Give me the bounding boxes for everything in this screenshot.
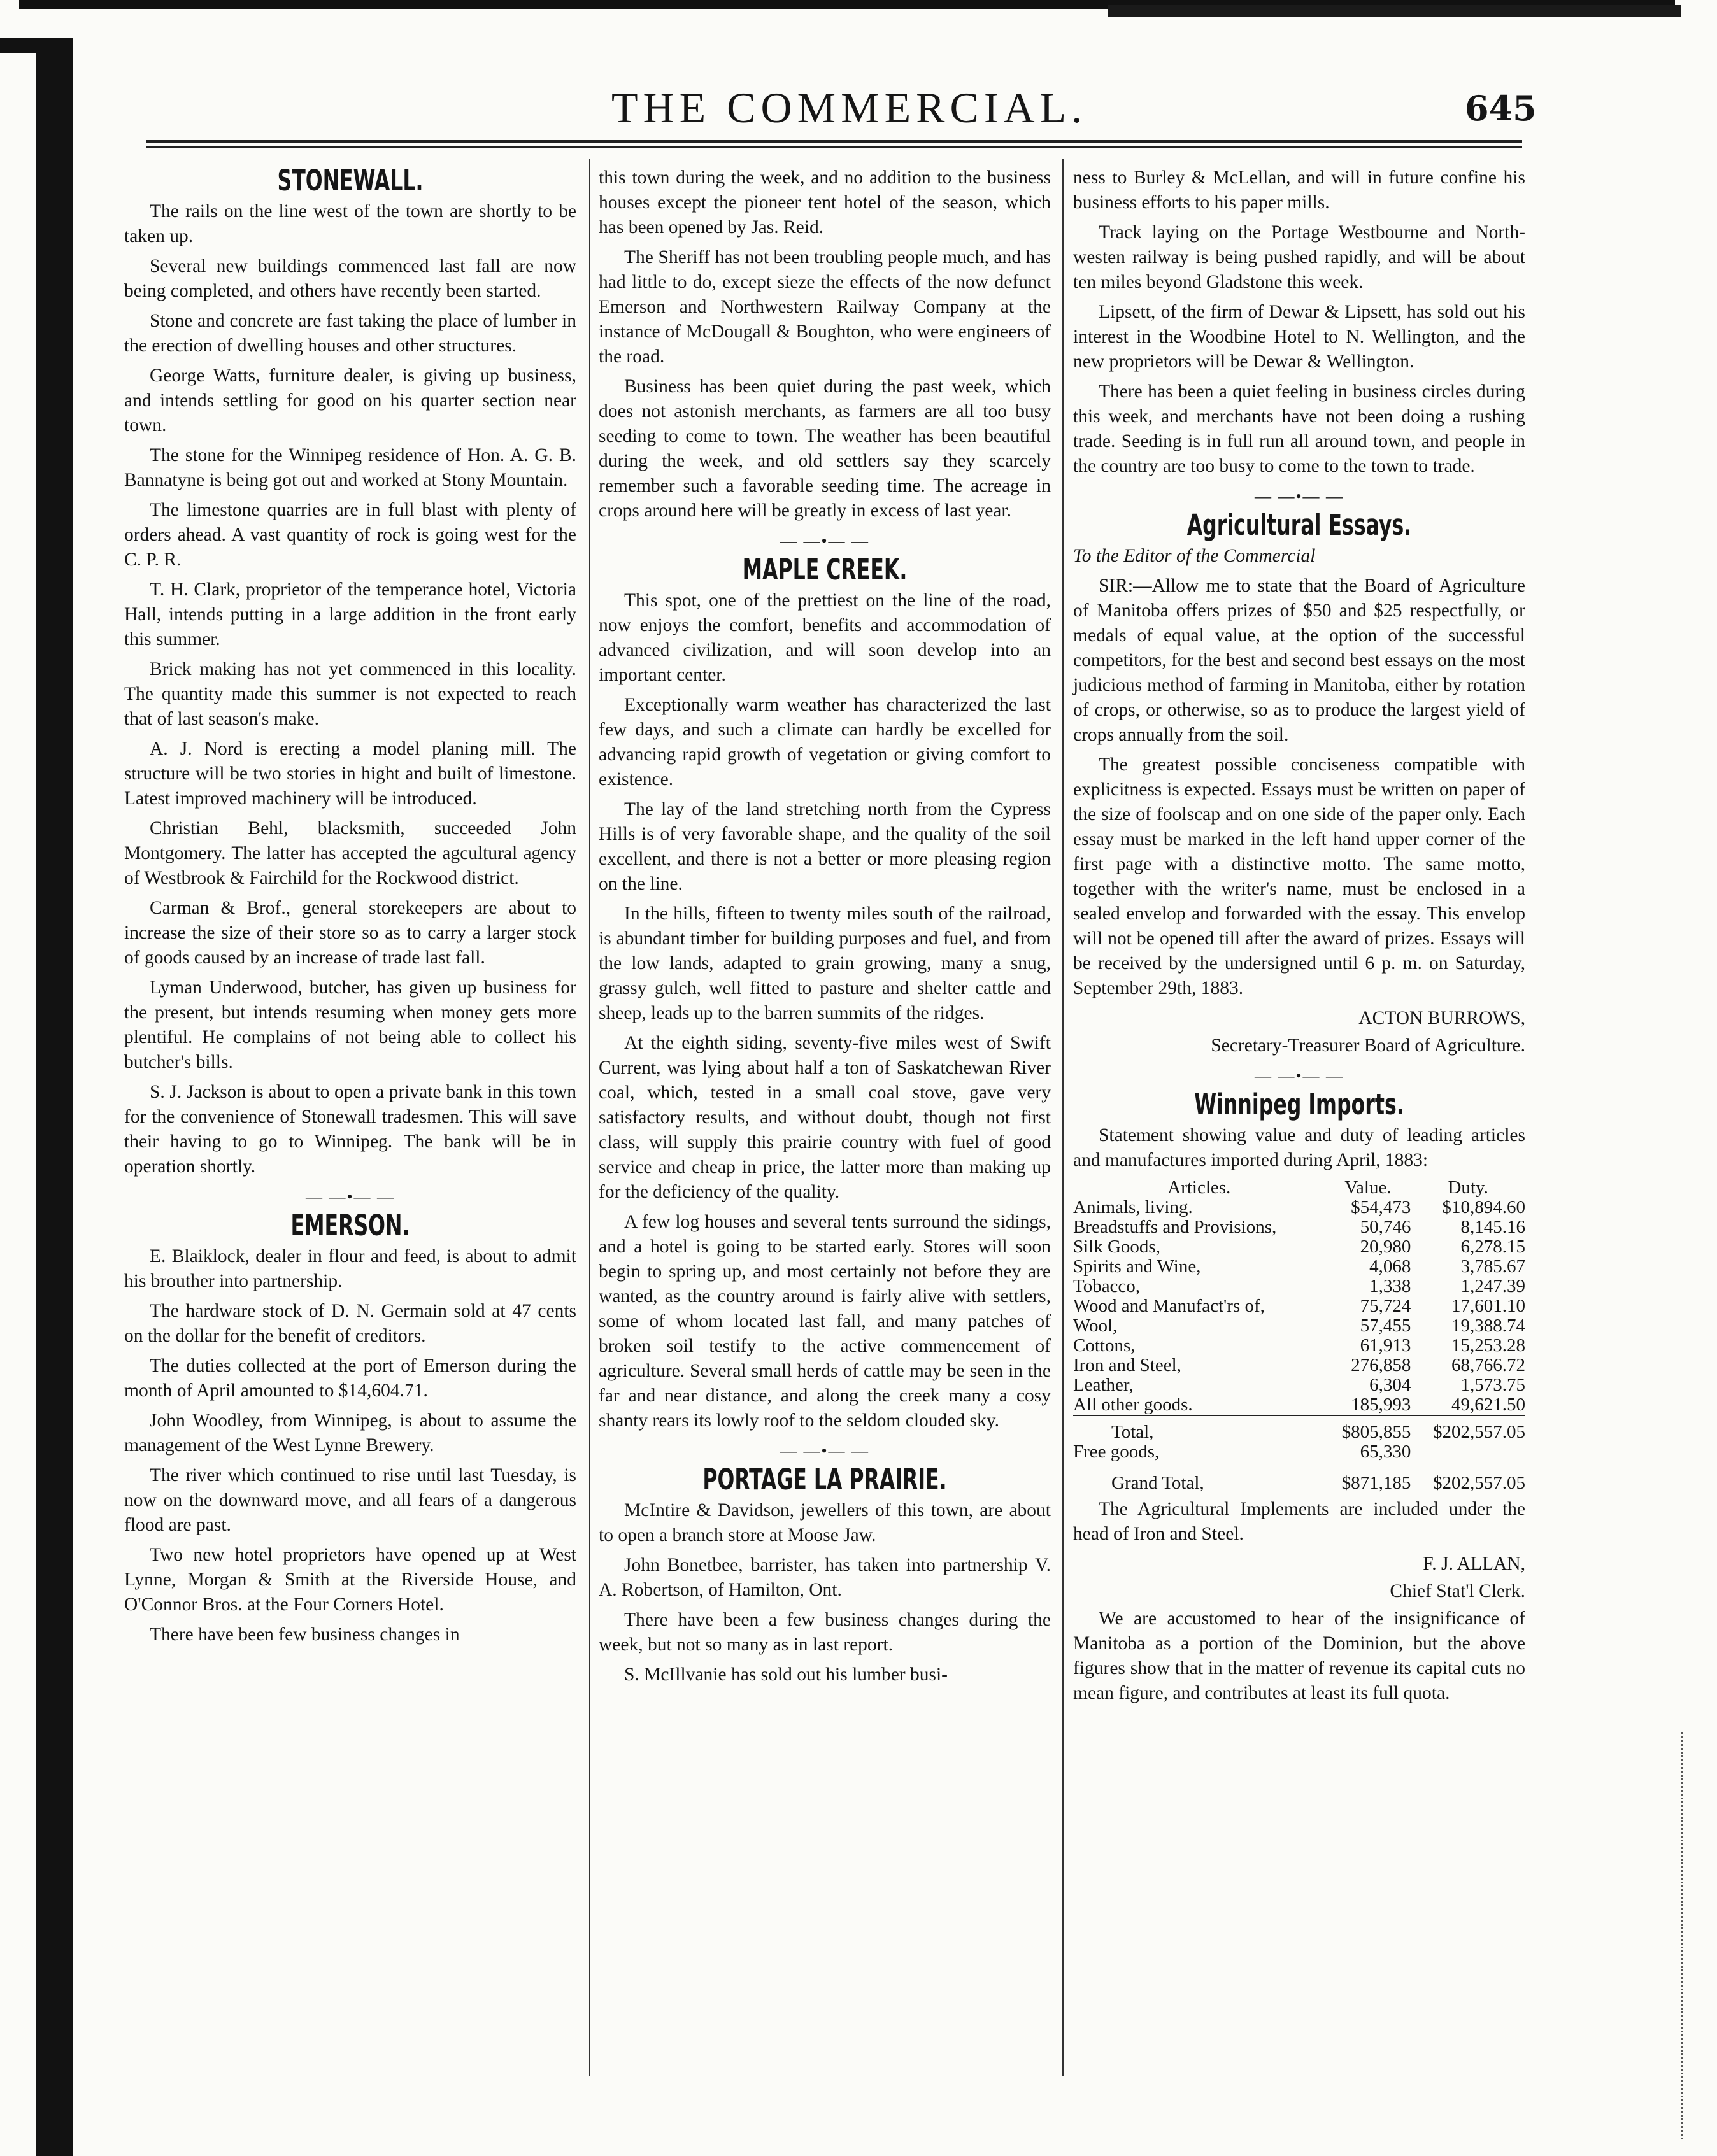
paragraph: Exceptionally warm weather has characterized the last few days, and such a climate can hardly be excelled for advancing rapid growth of vegetation or giving comfort to existence. <box>599 695 1051 790</box>
table-row <box>1073 1277 1525 1296</box>
paragraph: The river which continued to rise until last Tuesday, is now on the downward move, and all fears of a dangerous flood are past. <box>124 1465 576 1535</box>
cell-duty: 1,573.75 <box>1460 1375 1525 1395</box>
table-total-row <box>1073 1415 1525 1442</box>
cell-article: All other goods. <box>1073 1394 1193 1415</box>
paragraph: Business has been quiet during the past week, which does not astonish merchants, as farmers are all too busy seeding to come to town. The weather has been beautiful during the week, and old settlers say they scarcely remember such a favorable seeding time. The acreage in crops around here will be greatly in excess of last year. <box>599 376 1051 521</box>
header-rule <box>146 140 1522 143</box>
column-divider <box>1062 159 1064 2076</box>
paragraph: At the eighth siding, seventy-five miles west of Swift Current, was lying about half a ton of Saskatchewan River coal, which, tested in a small coal stove, gave very satisfactory results, and without doubt, though not first class, will supply this prairie country with fuel of good service and cheap in price, the latter more than making up for the deficiency of the quality. <box>599 1033 1051 1202</box>
paragraph: There have been few business changes in <box>150 1624 460 1645</box>
table-header-row <box>1073 1178 1525 1198</box>
section-separator: — —•— — <box>780 1442 870 1460</box>
paragraph: Brick making has not yet commenced in this locality. The quantity made this summer is not expected to reach that of last season's make. <box>124 659 576 729</box>
cell-article: Wool, <box>1073 1316 1118 1336</box>
paragraph: John Woodley, from Winnipeg, is about to assume the management of the West Lynne Brewery. <box>124 1410 576 1456</box>
signature-title: Secretary-Treasurer Board of Agriculture. <box>1211 1035 1525 1056</box>
table-grand-total-row <box>1073 1462 1525 1493</box>
paragraph: John Bonetbee, barrister, has taken into partnership V. A. Robertson, of Hamilton, Ont. <box>599 1555 1051 1600</box>
paragraph: George Watts, furniture dealer, is giving up business, and intends settling for good on his quarter section near town. <box>124 365 576 436</box>
table-row <box>1073 1375 1525 1395</box>
paragraph: A few log houses and several tents surround the sidings, and a hotel is going to be started early. Stores will soon begin to spring up, and most certainly not before they are wanted, as the country around is fairly alive with settlers, some of whom located last fall, and many patches of broken soil testify to the active commencement of agriculture. Several small herds of cattle may be seen in the far and near distance, and along the creek many a cosy shanty rears its lowly roof to the seldom clouded sky. <box>599 1212 1051 1431</box>
section-heading: PORTAGE LA PRAIRIE. <box>702 1463 947 1496</box>
cell-article: Free goods, <box>1073 1442 1160 1462</box>
page-number: 645 <box>1465 88 1537 129</box>
cell-duty: 19,388.74 <box>1451 1316 1525 1336</box>
section-heading: STONEWALL. <box>277 164 424 197</box>
table-row <box>1073 1198 1525 1217</box>
cell-duty: 17,601.10 <box>1451 1296 1525 1316</box>
cell-value: 6,304 <box>1369 1375 1411 1395</box>
column-header: Value. <box>1344 1177 1392 1198</box>
column-header: Articles. <box>1167 1177 1231 1198</box>
table-row <box>1073 1237 1525 1257</box>
cell-value: 61,913 <box>1360 1335 1411 1356</box>
cell-duty: $10,894.60 <box>1442 1197 1525 1217</box>
cell-value: 185,993 <box>1351 1394 1411 1415</box>
cell-duty: 15,253.28 <box>1451 1335 1525 1356</box>
table-row <box>1073 1336 1525 1356</box>
paragraph: Christian Behl, blacksmith, succeeded John Montgomery. The latter has accepted the agcultural agency of Westbrook & Fairchild for the Rockwood district. <box>124 818 576 888</box>
table-row <box>1073 1356 1525 1375</box>
column-3 <box>1073 166 1525 1711</box>
signature-title: Chief Stat'l Clerk. <box>1390 1581 1525 1601</box>
cell-value: 57,455 <box>1360 1316 1411 1336</box>
masthead-title: THE COMMERCIAL. <box>611 83 1088 132</box>
paragraph: Lyman Underwood, butcher, has given up business for the present, but intends resuming when money gets more plentiful. He complains of not being able to collect his butcher's bills. <box>124 977 576 1072</box>
cell-duty: $202,557.05 <box>1411 1415 1525 1442</box>
cell-duty: 49,621.50 <box>1451 1394 1525 1415</box>
paragraph: The lay of the land stretching north from the Cypress Hills is of very favorable shape, and the quality of the soil excellent, and there is not a better or more pleasing region on the line. <box>599 799 1051 894</box>
section-separator: — —•— — <box>780 532 870 550</box>
cell-duty: 8,145.16 <box>1460 1217 1525 1237</box>
cell-value: 65,330 <box>1360 1442 1411 1462</box>
cell-value: 75,724 <box>1360 1296 1411 1316</box>
cell-duty: $202,557.05 <box>1433 1473 1525 1493</box>
salutation: To the Editor of the Commercial <box>1073 546 1316 566</box>
table-row <box>1073 1217 1525 1237</box>
paragraph: The duties collected at the port of Emerson during the month of April amounted to $14,604.71. <box>124 1356 576 1401</box>
cell-duty <box>1411 1442 1525 1462</box>
section-separator: — —•— — <box>1254 1067 1344 1085</box>
cell-duty: 6,278.15 <box>1460 1237 1525 1257</box>
paragraph: The greatest possible conciseness compatible with explicitness is expected. Essays must be written on paper of the size of foolscap and on one side of the paper only. Each essay must be marked in the left hand upper corner of the first page with a distinctive motto. The same motto, together with the writer's name, must be enclosed in a sealed envelop and forwarded with the essay. This envelop will not be opened till after the award of prizes. Essays will be received by the undersigned until 6 p. m. on Saturday, September 29th, 1883. <box>1073 755 1525 998</box>
cell-value: 20,980 <box>1360 1237 1411 1257</box>
paragraph: SIR:—Allow me to state that the Board of Agriculture of Manitoba offers prizes of $50 and $25 respectfully, or medals of equal value, at the option of the successful competitors, for the best and second best essays on the most judicious method of farming in Manitoba, either by rotation of crops, or otherwise, so as to produce the largest yield of crops annually from the soil. <box>1073 576 1525 745</box>
table-row <box>1073 1442 1525 1462</box>
paragraph: Stone and concrete are fast taking the place of lumber in the erection of dwelling houses and other structures. <box>124 311 576 356</box>
cell-article: Leather, <box>1073 1375 1134 1395</box>
paragraph: The Agricultural Implements are included under the head of Iron and Steel. <box>1073 1499 1525 1544</box>
cell-article: Tobacco, <box>1073 1276 1141 1296</box>
table-row <box>1073 1257 1525 1277</box>
margin-mark <box>1681 1732 1701 2139</box>
table-row <box>1073 1316 1525 1336</box>
scan-binding-shadow <box>36 38 73 2156</box>
signature-name: ACTON BURROWS, <box>1358 1008 1525 1028</box>
signature-name: F. J. ALLAN, <box>1423 1554 1525 1574</box>
scan-binding-corner <box>0 38 36 53</box>
paragraph: The Sheriff has not been troubling people much, and has had little to do, except sieze the effects of the now defunct Emerson and Northwestern Railway Company at the instance of McDougall & Boughton, who were engineers of the road. <box>599 247 1051 367</box>
paragraph: The stone for the Winnipeg residence of Hon. A. G. B. Bannatyne is being got out and worked at Stony Mountain. <box>124 445 576 490</box>
cell-article: Cottons, <box>1073 1335 1136 1356</box>
cell-value: $805,855 <box>1325 1415 1411 1442</box>
paragraph: E. Blaiklock, dealer in flour and feed, is about to admit his brouther into partnership. <box>124 1246 576 1291</box>
section-heading: Agricultural Essays. <box>1186 508 1412 542</box>
section-heading: MAPLE CREEK. <box>742 553 908 586</box>
section-heading: EMERSON. <box>290 1209 410 1242</box>
imports-table <box>1073 1178 1525 1493</box>
paragraph: There have been a few business changes during the week, but not so many as in last report. <box>599 1610 1051 1655</box>
cell-duty: 3,785.67 <box>1460 1256 1525 1277</box>
cell-duty: 68,766.72 <box>1451 1355 1525 1375</box>
paragraph: T. H. Clark, proprietor of the temperance hotel, Victoria Hall, intends putting in a large addition in the front early this summer. <box>124 579 576 649</box>
paragraph: The hardware stock of D. N. Germain sold at 47 cents on the dollar for the benefit of creditors. <box>124 1301 576 1346</box>
paragraph: This spot, one of the prettiest on the line of the road, now enjoys the comfort, benefits and accommodation of advanced civilization, and will soon develop into an important center. <box>599 590 1051 685</box>
paragraph: Lipsett, of the firm of Dewar & Lipsett, has sold out his interest in the Woodbine Hotel to N. Wellington, and the new proprietors will be Dewar & Wellington. <box>1073 302 1525 372</box>
paragraph: We are accustomed to hear of the insignificance of Manitoba as a portion of the Dominion, but the above figures show that in the matter of revenue its capital cuts no mean figure, and contributes at least its full quota. <box>1073 1608 1525 1703</box>
column-header: Duty. <box>1448 1177 1488 1198</box>
paragraph: this town during the week, and no addition to the business houses except the pioneer tent hotel of the season, which has been opened by Jas. Reid. <box>599 167 1051 238</box>
table-row <box>1073 1395 1525 1415</box>
cell-value: 50,746 <box>1360 1217 1411 1237</box>
cell-value: $54,473 <box>1351 1197 1411 1217</box>
cell-article: Iron and Steel, <box>1073 1355 1181 1375</box>
paragraph: Two new hotel proprietors have opened up at West Lynne, Morgan & Smith at the Riverside House, and O'Connor Bros. at the Four Corners Hotel. <box>124 1545 576 1615</box>
column-2 <box>599 166 1051 1692</box>
section-separator: — —•— — <box>1254 487 1344 506</box>
cell-article: Wood and Manufact'rs of, <box>1073 1296 1265 1316</box>
column-1 <box>124 166 576 1652</box>
paragraph: Statement showing value and duty of leading articles and manufactures imported during April, 1883: <box>1073 1125 1525 1170</box>
paragraph: The limestone quarries are in full blast with plenty of orders ahead. A vast quantity of rock is going west for the C. P. R. <box>124 500 576 570</box>
cell-article: Spirits and Wine, <box>1073 1256 1201 1277</box>
column-divider <box>589 159 590 2076</box>
section-separator: — —•— — <box>305 1188 395 1206</box>
section-heading: Winnipeg Imports. <box>1194 1088 1404 1121</box>
paragraph: McIntire & Davidson, jewellers of this town, are about to open a branch store at Moose Jaw. <box>599 1500 1051 1545</box>
paragraph: Track laying on the Portage Westbourne and North-westen railway is being pushed rapidly, and will be about ten miles beyond Gladstone this week. <box>1073 222 1525 292</box>
cell-article: Total, <box>1073 1415 1325 1442</box>
paragraph: S. McIllvanie has sold out his lumber busi- <box>624 1664 948 1685</box>
paragraph: ness to Burley & McLellan, and will in future confine his business efforts to his paper mills. <box>1073 167 1525 213</box>
cell-duty: 1,247.39 <box>1460 1276 1525 1296</box>
paragraph: In the hills, fifteen to twenty miles south of the railroad, is abundant timber for building purposes and fuel, and from the low lands, adapted to grain growing, many a snug, grassy gulch, well fitted to pasture and shelter cattle and sheep, leads up to the barren summits of the ridges. <box>599 904 1051 1023</box>
cell-value: 4,068 <box>1369 1256 1411 1277</box>
paragraph: Carman & Brof., general storekeepers are about to increase the size of their store so as to carry a larger stock of goods caused by an increase of trade last fall. <box>124 898 576 968</box>
cell-article: Grand Total, <box>1111 1473 1204 1493</box>
cell-article: Silk Goods, <box>1073 1237 1160 1257</box>
paragraph: S. J. Jackson is about to open a private bank in this town for the convenience of Stonewall tradesmen. This will save their having to go to Winnipeg. The bank will be in operation shortly. <box>124 1082 576 1177</box>
header-rule-thin <box>146 146 1522 148</box>
scan-edge-top-right <box>1108 5 1681 17</box>
cell-value: 276,858 <box>1351 1355 1411 1375</box>
cell-value: $871,185 <box>1341 1473 1411 1493</box>
paragraph: A. J. Nord is erecting a model planing mill. The structure will be two stories in hight and built of limestone. Latest improved machinery will be introduced. <box>124 739 576 809</box>
table-row <box>1073 1296 1525 1316</box>
paragraph: Several new buildings commenced last fall are now being completed, and others have recently been started. <box>124 256 576 301</box>
cell-value: 1,338 <box>1369 1276 1411 1296</box>
paragraph: There has been a quiet feeling in business circles during this week, and merchants have not been doing a rushing trade. Seeding is in full run all around town, and people in the country are too busy to come to the town to trade. <box>1073 381 1525 476</box>
paragraph: The rails on the line west of the town are shortly to be taken up. <box>124 201 576 246</box>
cell-article: Breadstuffs and Provisions, <box>1073 1217 1277 1237</box>
cell-article: Animals, living. <box>1073 1197 1193 1217</box>
